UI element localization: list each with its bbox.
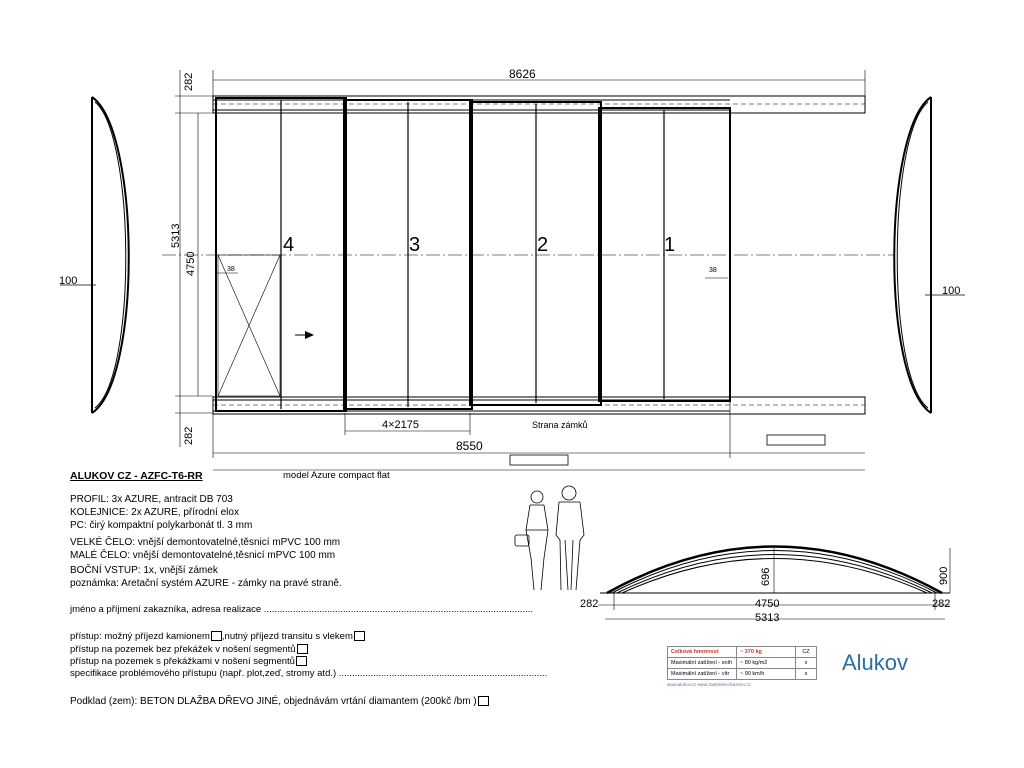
table-row: Celková hmotnost ~ 370 kg CZ <box>668 647 817 658</box>
access-line: přístup na pozemek bez překážek v nošení segmentů <box>70 644 308 656</box>
dim-height-total: 5313 <box>170 223 182 248</box>
dim-end-left: 100 <box>59 275 78 287</box>
spec-line: PC: čirý kompaktní polykarbonát tl. 3 mm <box>70 520 253 531</box>
spec-line: KOLEJNICE: 2x AZURE, přírodní elox <box>70 507 239 518</box>
dim-segment-span: 4×2175 <box>382 419 420 431</box>
parameter-table <box>667 646 817 680</box>
dim-inner: 4750 <box>755 598 780 610</box>
segment-label: 3 <box>409 234 421 256</box>
segment-label: 1 <box>664 234 676 256</box>
model-label: model Azure compact flat <box>283 470 390 481</box>
people-illustration <box>515 486 584 590</box>
access-line: specifikace problémového přístupu (např. plot,zeď, stromy atd.) ............................................................................... <box>70 668 548 679</box>
dim-total-bottom: 8550 <box>456 439 483 453</box>
checkbox[interactable] <box>354 631 365 641</box>
spec-title: ALUKOV CZ - AZFC-T6-RR <box>70 470 203 482</box>
access-line: přístup na pozemek s překážkami v nošení segmentů <box>70 656 307 668</box>
left-end-profile <box>60 97 129 413</box>
table-footer: www.alukov.cz www.zastreseni-bazenu.cz <box>667 682 751 687</box>
dim-outer: 5313 <box>755 612 780 624</box>
spec-line: poznámka: Aretační systém AZURE - zámky na pravé straně. <box>70 578 342 589</box>
dim-rail-bottom: 282 <box>183 426 195 445</box>
dim-gap-left: 38 <box>227 266 235 273</box>
checkbox[interactable] <box>211 631 222 641</box>
dim-height-inner: 4750 <box>185 251 197 276</box>
access-line: přístup: možný příjezd kamionem ,nutný příjezd transitu s vlekem <box>70 631 365 643</box>
checkbox[interactable] <box>478 696 489 706</box>
customer-line: jméno a příjmení zakazníka, adresa realizace ...................................................................................................... <box>70 604 534 615</box>
dim-end-right: 100 <box>942 285 961 297</box>
checkbox[interactable] <box>296 656 307 666</box>
lock-side-label: Strana zámků <box>532 420 588 430</box>
segment-label: 2 <box>537 234 549 256</box>
spec-line: BOČNÍ VSTUP: 1x, vnější zámek <box>70 565 218 576</box>
dim-left-rail: 282 <box>580 598 599 610</box>
right-end-profile <box>894 97 965 413</box>
segment-label: 4 <box>283 234 295 256</box>
table-row: Maximální zatížení - sníh ~ 80 kg/m2 x <box>668 658 817 669</box>
dim-rail-top: 282 <box>183 72 195 91</box>
base-line: Podklad (zem): BETON DLAŽBA DŘEVO JINÉ, objednávám vrtání diamantem (200kč /bm ) <box>70 696 489 708</box>
table-row: Maximální zatížení - vítr ~ 90 km/h x <box>668 669 817 680</box>
spec-line: PROFIL: 3x AZURE, antracit DB 703 <box>70 494 233 505</box>
dim-right-rail: 282 <box>932 598 951 610</box>
dim-total-top: 8626 <box>509 67 536 81</box>
dim-height: 900 <box>938 566 950 585</box>
side-entrance <box>218 255 308 396</box>
dim-rise: 696 <box>760 567 772 586</box>
checkbox[interactable] <box>297 644 308 654</box>
spec-line: MALÉ ČELO: vnější demontovatelné,těsnicí mPVC 100 mm <box>70 550 336 561</box>
spec-line: VELKÉ ČELO: vnější demontovatelné,těsnicí mPVC 100 mm <box>70 537 341 548</box>
alukov-logo: Alukov <box>842 650 909 675</box>
dim-gap-right: 38 <box>709 267 717 274</box>
